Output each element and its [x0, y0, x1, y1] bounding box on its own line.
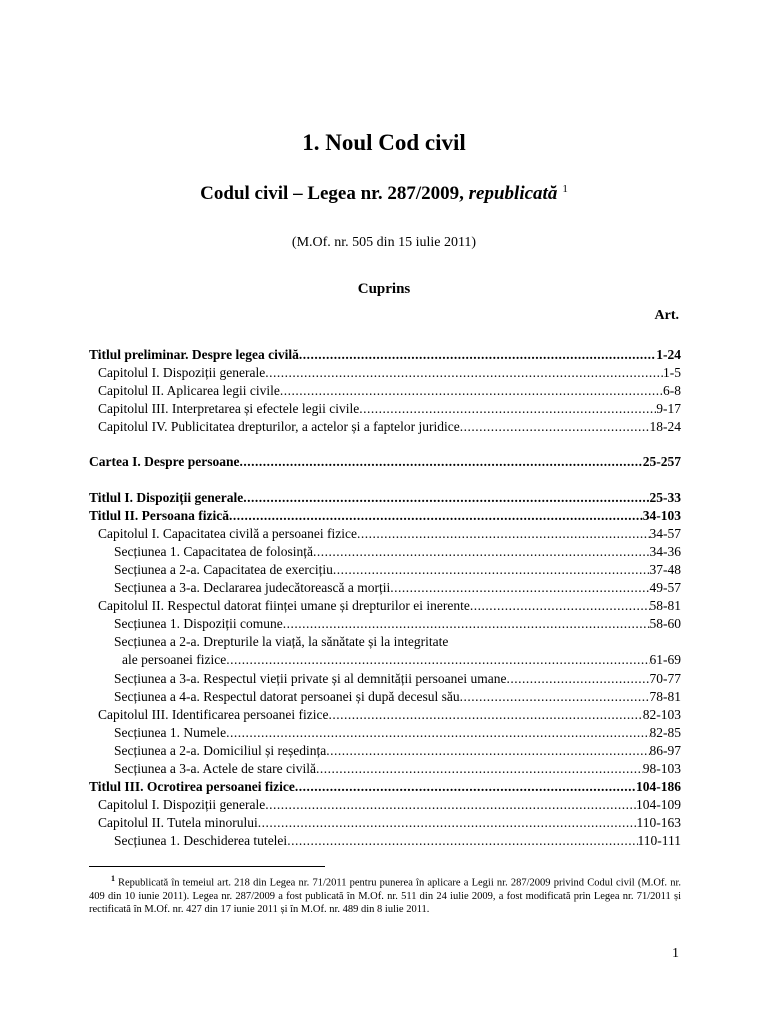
toc-leader	[313, 543, 649, 561]
toc-range: 86-97	[649, 742, 681, 758]
toc-leader	[265, 364, 663, 382]
toc-label: Capitolul III. Identificarea persoanei fizice	[98, 706, 329, 722]
toc-label: Secțiunea a 2-a. Drepturile la viață, la sănătate și la integritate	[114, 634, 449, 650]
toc-leader	[507, 670, 650, 688]
document-title: 1. Noul Cod civil	[302, 130, 466, 155]
toc-entry-first-line	[89, 633, 681, 651]
toc-leader	[287, 832, 637, 850]
subtitle-footnote-mark: 1	[562, 182, 568, 195]
footnote-text: Republicată în temeiul art. 218 din Legea nr. 71/2011 pentru punerea în aplicare a Legii nr. 287/2009 privind Codul civil (M.Of. nr. 409 din 10 iunie 2011). Legea nr. 287/2009 a fost publicată în M.Of. nr. 511 din 24 iulie 2009, a fost modificată prin Legea nr. 71/2011 și rectificată în M.Of. nr. 427 din 17 iunie 2011 și în M.Of. nr. 489 din 8 iulie 2011.	[89, 877, 681, 916]
toc-leader	[295, 778, 636, 796]
toc-entry	[89, 778, 681, 796]
toc-leader	[265, 796, 636, 814]
toc-label: Titlul I. Dispoziții generale	[89, 489, 244, 505]
toc-range: 1-24	[656, 347, 681, 362]
toc-range: 34-57	[649, 525, 681, 541]
toc-entry	[89, 688, 681, 706]
toc-leader	[243, 489, 649, 507]
toc-leader	[226, 724, 649, 742]
footnote-separator	[89, 866, 325, 867]
toc-leader	[359, 400, 656, 418]
article-column-label: Art.	[654, 308, 679, 323]
toc-entry	[89, 507, 681, 525]
toc-label: Secțiunea a 4-a. Respectul datorat persoanei și după decesul său	[114, 688, 460, 704]
toc-entry	[89, 525, 681, 543]
toc-label: Titlul III. Ocrotirea persoanei fizice	[89, 779, 295, 795]
toc-range: 25-257	[642, 454, 681, 470]
toc-label: Capitolul II. Aplicarea legii civile	[98, 383, 280, 399]
toc-entry-continuation	[89, 651, 681, 669]
toc-entry	[89, 742, 681, 760]
toc-label: Secțiunea 1. Dispoziții comune	[114, 616, 283, 632]
toc-label: Titlul II. Persoana fizică	[89, 507, 229, 523]
toc-leader	[460, 418, 650, 436]
toc-range: 78-81	[649, 688, 681, 704]
toc-label: Secțiunea a 3-a. Actele de stare civilă	[114, 760, 317, 776]
toc-leader	[390, 579, 649, 597]
toc-label-continuation: ale persoanei fizice	[122, 652, 227, 668]
toc-entry	[89, 832, 681, 850]
toc-entry	[89, 346, 681, 364]
footnote-mark: 1	[111, 874, 115, 883]
toc-range: 82-85	[649, 724, 681, 740]
footnote	[89, 872, 681, 917]
toc-leader	[460, 688, 650, 706]
toc-label: Secțiunea a 3-a. Respectul vieții private și al demnității persoanei umane	[114, 670, 507, 686]
toc-entry	[89, 382, 681, 400]
toc-entry	[89, 724, 681, 742]
toc-entry	[89, 760, 681, 778]
subtitle-italic: republicată	[468, 183, 558, 204]
toc-entry	[89, 453, 681, 471]
publication-source: (M.Of. nr. 505 din 15 iulie 2011)	[291, 235, 477, 250]
toc-leader	[326, 742, 649, 760]
toc-range: 34-103	[642, 507, 681, 523]
toc-range: 110-111	[637, 833, 681, 849]
toc-entry	[89, 561, 681, 579]
toc-label: Capitolul II. Respectul datorat ființei umane și drepturilor ei inerente	[98, 598, 470, 614]
table-of-contents	[89, 346, 681, 850]
toc-entry	[89, 400, 681, 418]
toc-label: Capitolul I. Dispoziții generale	[98, 365, 266, 381]
toc-range: 70-77	[649, 670, 681, 686]
toc-leader	[316, 760, 643, 778]
toc-range: 1-5	[663, 365, 681, 381]
toc-entry	[89, 706, 681, 724]
toc-range: 34-36	[649, 543, 681, 559]
toc-range: 104-186	[636, 779, 681, 795]
toc-leader	[283, 615, 650, 633]
toc-range: 18-24	[649, 419, 681, 435]
toc-label: Capitolul I. Capacitatea civilă a persoanei fizice	[98, 525, 358, 541]
toc-entry	[89, 489, 681, 507]
toc-entry	[89, 796, 681, 814]
toc-leader	[258, 814, 637, 832]
toc-leader	[226, 651, 649, 669]
toc-entry	[89, 597, 681, 615]
toc-label: Secțiunea a 2-a. Domiciliul și reședința	[114, 742, 327, 758]
toc-range: 82-103	[642, 706, 681, 722]
page-number: 1	[672, 946, 679, 961]
toc-entry	[89, 543, 681, 561]
toc-label: Capitolul III. Interpretarea și efectele legii civile	[98, 401, 360, 417]
toc-range: 37-48	[649, 561, 681, 577]
toc-leader	[239, 453, 642, 471]
toc-range: 25-33	[649, 489, 681, 505]
toc-leader	[333, 561, 650, 579]
toc-entry	[89, 418, 681, 436]
document-subtitle	[0, 181, 768, 207]
toc-label: Secțiunea a 2-a. Capacitatea de exercițiu	[114, 561, 333, 577]
toc-range: 6-8	[663, 383, 681, 399]
toc-label: Secțiunea 1. Numele	[114, 724, 227, 740]
toc-entry	[89, 615, 681, 633]
toc-range: 58-60	[649, 616, 681, 632]
toc-range: 49-57	[649, 580, 681, 596]
toc-label: Capitolul IV. Publicitatea drepturilor, a actelor și a faptelor juridice	[98, 419, 460, 435]
toc-label: Secțiunea 1. Capacitatea de folosință	[114, 543, 314, 559]
toc-leader	[470, 597, 650, 615]
toc-entry	[89, 579, 681, 597]
toc-range: 104-109	[636, 797, 681, 813]
toc-label: Titlul preliminar. Despre legea civilă	[89, 347, 299, 362]
toc-entry	[89, 670, 681, 688]
toc-leader	[299, 346, 656, 364]
toc-leader	[280, 382, 663, 400]
toc-entry	[89, 364, 681, 382]
toc-leader	[329, 706, 643, 724]
toc-range: 110-163	[636, 815, 681, 831]
toc-range: 9-17	[656, 401, 681, 417]
toc-label: Secțiunea 1. Deschiderea tutelei	[114, 833, 288, 849]
toc-label: Cartea I. Despre persoane	[89, 454, 240, 470]
toc-label: Capitolul II. Tutela minorului	[98, 815, 258, 831]
toc-label: Secțiunea a 3-a. Declararea judecătorească a morții	[114, 580, 391, 596]
toc-label: Capitolul I. Dispoziții generale	[98, 797, 266, 813]
toc-leader	[357, 525, 649, 543]
toc-leader	[229, 507, 643, 525]
toc-entry	[89, 814, 681, 832]
subtitle-main: Codul civil – Legea nr. 287/2009,	[200, 183, 469, 204]
toc-range: 58-81	[649, 598, 681, 614]
toc-range: 98-103	[642, 760, 681, 776]
toc-range: 61-69	[649, 652, 681, 668]
contents-heading: Cuprins	[357, 281, 411, 297]
